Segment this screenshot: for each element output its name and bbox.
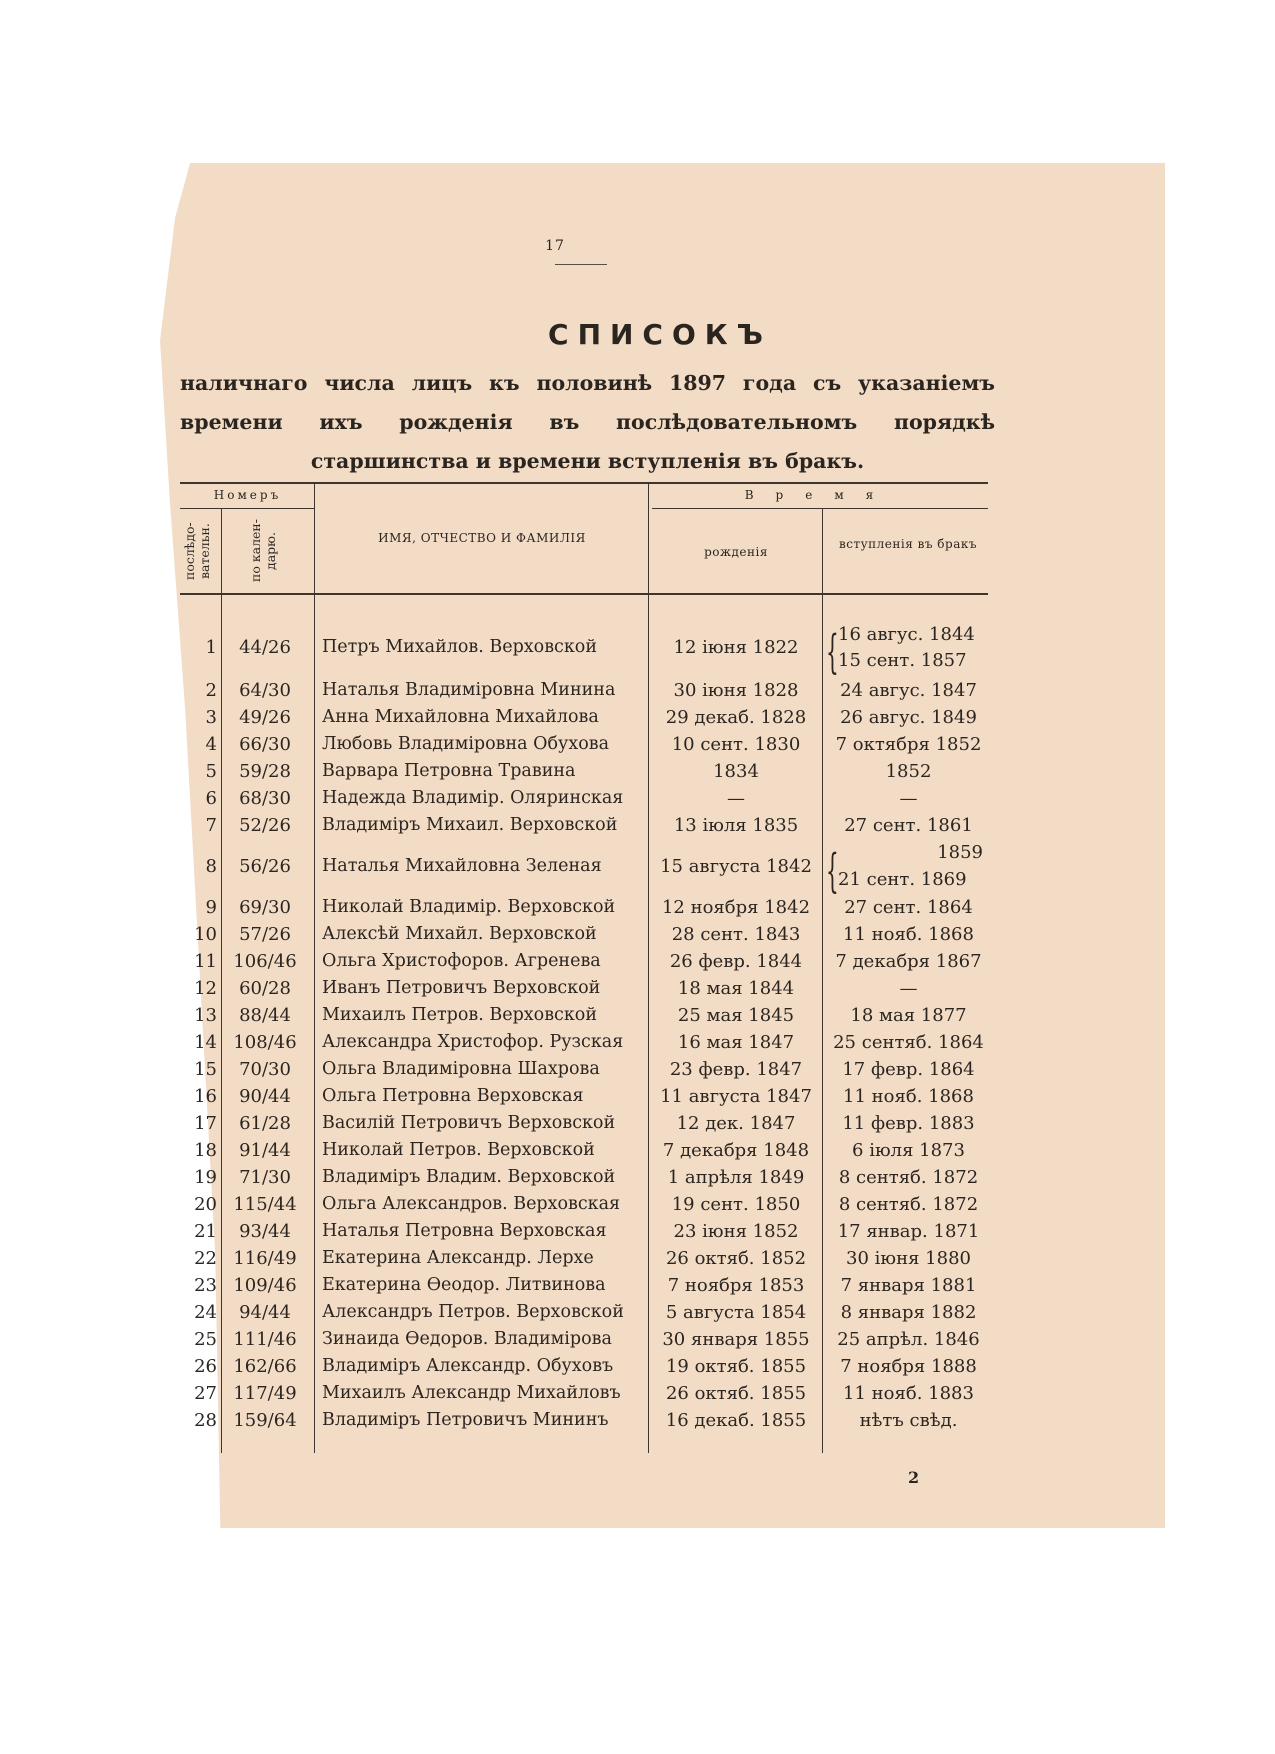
birth-date: 23 февр. 1847 (669, 1059, 803, 1080)
birth-date: 16 декаб. 1855 (665, 1410, 807, 1431)
marriage-date: 11 нояб. 1883 (843, 1383, 974, 1404)
seq-number: 9 (205, 897, 217, 918)
calendar-number: 49/26 (239, 707, 291, 728)
birth-date: 26 октяб. 1852 (665, 1248, 807, 1269)
header-number-group: Номеръ (213, 488, 282, 502)
marriage-date: 27 сент. 1864 (844, 897, 973, 918)
birth-date: 25 мая 1845 (677, 1005, 795, 1026)
birth-date: 11 августа 1847 (660, 1086, 812, 1107)
marriage-date: 1859 (937, 842, 983, 863)
calendar-number: 93/44 (239, 1221, 291, 1242)
person-name: Владиміръ Михаил. Верховской (322, 815, 618, 835)
birth-date: 7 декабря 1848 (662, 1140, 810, 1161)
person-name: Николай Петров. Верховской (322, 1140, 595, 1160)
birth-col-rule (822, 508, 823, 1453)
number-group-rule (180, 508, 315, 509)
marriage-date: 8 сентяб. 1872 (838, 1167, 979, 1188)
person-name: Ольга Александров. Верховская (322, 1194, 621, 1214)
sheet-number: 2 (908, 1468, 920, 1487)
seq-number: 3 (205, 707, 217, 728)
person-name: Алексѣй Михайл. Верховской (322, 924, 597, 944)
marriage-date: 27 сент. 1861 (844, 815, 973, 836)
cal-col-rule (314, 482, 315, 1453)
birth-date: 1834 (713, 761, 759, 782)
calendar-number: 59/28 (239, 761, 291, 782)
calendar-number: 56/26 (239, 856, 291, 877)
person-name: Ольга Петровна Верховская (322, 1086, 584, 1106)
birth-date: 15 августа 1842 (660, 856, 812, 877)
calendar-number: 44/26 (239, 637, 291, 658)
marriage-date: 24 авгус. 1847 (840, 680, 977, 701)
person-name: Ольга Христофоров. Агренева (322, 951, 601, 971)
header-name: ИМЯ, ОТЧЕСТВО И ФАМИЛІЯ (378, 531, 586, 545)
seq-number: 25 (194, 1329, 217, 1350)
calendar-number: 88/44 (239, 1005, 291, 1026)
calendar-number: 60/28 (239, 978, 291, 999)
header-time-group: Время (744, 488, 896, 502)
calendar-number: 111/46 (233, 1329, 297, 1350)
page-title: СПИСОКЪ (548, 318, 772, 351)
person-name: Анна Михайловна Михайлова (322, 707, 599, 727)
marriage-date: 7 января 1881 (840, 1275, 977, 1296)
birth-date: 19 октяб. 1855 (665, 1356, 807, 1377)
person-name: Надежда Владимір. Оляринская (322, 788, 624, 808)
marriage-date-second: 15 сент. 1857 (838, 650, 967, 671)
header-birth: рожденія (704, 545, 768, 559)
name-col-rule (648, 482, 649, 1453)
person-name: Наталья Петровна Верховская (322, 1221, 607, 1241)
birth-date: 23 іюня 1852 (673, 1221, 799, 1242)
header-seq: послѣдо-вательн. (182, 522, 212, 580)
person-name: Наталья Владиміровна Минина (322, 680, 616, 700)
seq-number: 10 (194, 924, 217, 945)
person-name: Александра Христофор. Рузская (322, 1032, 624, 1052)
header-marriage: вступленія въ бракъ (838, 537, 978, 551)
calendar-number: 94/44 (239, 1302, 291, 1323)
marriage-date: 25 апрѣл. 1846 (837, 1329, 980, 1350)
calendar-number: 162/66 (233, 1356, 297, 1377)
seq-number: 4 (205, 734, 217, 755)
seq-number: 8 (205, 856, 217, 877)
calendar-number: 116/49 (233, 1248, 297, 1269)
calendar-number: 57/26 (239, 924, 291, 945)
brace-glyph: { (826, 624, 839, 680)
birth-date: 26 февр. 1844 (669, 951, 803, 972)
header-calendar: по кален-дарю. (248, 519, 278, 583)
seq-number: 17 (194, 1113, 217, 1134)
calendar-number: 109/46 (233, 1275, 297, 1296)
calendar-number: 91/44 (239, 1140, 291, 1161)
seq-number: 28 (194, 1410, 217, 1431)
calendar-number: 115/44 (233, 1194, 297, 1215)
person-name: Василій Петровичъ Верховской (322, 1113, 616, 1133)
calendar-number: 90/44 (239, 1086, 291, 1107)
calendar-number: 159/64 (233, 1410, 297, 1431)
marriage-date: 1852 (885, 761, 932, 782)
birth-date: 30 января 1855 (662, 1329, 810, 1350)
marriage-date: 7 ноября 1888 (840, 1356, 977, 1377)
person-name: Александръ Петров. Верховской (322, 1302, 624, 1322)
seq-number: 15 (194, 1059, 217, 1080)
birth-date: 7 ноября 1853 (667, 1275, 805, 1296)
marriage-date: 6 іюля 1873 (852, 1140, 965, 1161)
seq-number: 26 (194, 1356, 217, 1377)
marriage-date: — (899, 978, 918, 999)
seq-number: 11 (194, 951, 217, 972)
calendar-number: 69/30 (239, 897, 291, 918)
calendar-number: 68/30 (239, 788, 291, 809)
marriage-date: 7 октября 1852 (835, 734, 982, 755)
seq-number: 23 (194, 1275, 217, 1296)
person-name: Владиміръ Александр. Обуховъ (322, 1356, 614, 1376)
person-name: Наталья Михайловна Зеленая (322, 856, 602, 876)
birth-date: 13 іюля 1835 (673, 815, 799, 836)
person-name: Любовь Владиміровна Обухова (322, 734, 610, 754)
calendar-number: 106/46 (233, 951, 297, 972)
seq-number: 5 (205, 761, 217, 782)
marriage-date: 8 сентяб. 1872 (838, 1194, 979, 1215)
marriage-date: 18 мая 1877 (850, 1005, 967, 1026)
person-name: Петръ Михайлов. Верховской (322, 637, 597, 657)
calendar-number: 64/30 (239, 680, 291, 701)
seq-number: 27 (194, 1383, 217, 1404)
seq-number: 7 (205, 815, 217, 836)
seq-number: 12 (194, 978, 217, 999)
birth-date: 18 мая 1844 (677, 978, 795, 999)
birth-date: 28 сент. 1843 (671, 924, 801, 945)
marriage-date: 30 іюня 1880 (846, 1248, 971, 1269)
birth-date: 19 сент. 1850 (671, 1194, 801, 1215)
time-group-rule (652, 508, 988, 509)
marriage-date: 25 сентяб. 1864 (833, 1032, 984, 1053)
calendar-number: 52/26 (239, 815, 291, 836)
birth-date: 12 іюня 1822 (673, 637, 799, 658)
birth-date: — (727, 788, 745, 809)
header-bottom-rule (180, 593, 988, 595)
brace-glyph: { (826, 843, 839, 899)
person-name: Николай Владимір. Верховской (322, 897, 616, 917)
marriage-date: 11 нояб. 1868 (843, 1086, 974, 1107)
seq-number: 24 (194, 1302, 217, 1323)
seq-number: 13 (194, 1005, 217, 1026)
marriage-date: нѣтъ свѣд. (859, 1410, 958, 1431)
table-top-rule (180, 482, 988, 484)
birth-date: 10 сент. 1830 (671, 734, 801, 755)
calendar-number: 108/46 (233, 1032, 297, 1053)
birth-date: 29 декаб. 1828 (665, 707, 807, 728)
birth-date: 12 дек. 1847 (676, 1113, 796, 1134)
marriage-date: 8 января 1882 (840, 1302, 977, 1323)
marriage-date: 26 авгус. 1849 (840, 707, 977, 728)
marriage-date: 16 авгус. 1844 (838, 624, 975, 645)
person-name: Михаилъ Александр Михайловъ (322, 1383, 621, 1403)
person-name: Иванъ Петровичъ Верховской (322, 978, 601, 998)
birth-date: 12 ноября 1842 (661, 897, 811, 918)
birth-date: 30 іюня 1828 (673, 680, 799, 701)
seq-number: 22 (194, 1248, 217, 1269)
seq-number: 2 (205, 680, 217, 701)
birth-date: 16 мая 1847 (677, 1032, 795, 1053)
marriage-date-second: 21 сент. 1869 (838, 869, 967, 890)
marriage-date: 17 февр. 1864 (842, 1059, 975, 1080)
seq-number: 16 (194, 1086, 217, 1107)
calendar-number: 117/49 (233, 1383, 297, 1404)
calendar-number: 71/30 (239, 1167, 291, 1188)
calendar-number: 66/30 (239, 734, 291, 755)
marriage-date: 11 февр. 1883 (842, 1113, 975, 1134)
birth-date: 26 октяб. 1855 (665, 1383, 807, 1404)
person-name: Варвара Петровна Травина (322, 761, 576, 781)
marriage-date: — (899, 788, 918, 809)
seq-number: 20 (194, 1194, 217, 1215)
birth-date: 1 апрѣля 1849 (667, 1167, 805, 1188)
seq-number: 14 (194, 1032, 217, 1053)
seq-number: 6 (205, 788, 217, 809)
person-name: Владиміръ Владим. Верховской (322, 1167, 616, 1187)
person-name: Екатерина Ѳеодор. Литвинова (322, 1275, 606, 1295)
page-number: 17 (545, 238, 565, 254)
birth-date: 5 августа 1854 (665, 1302, 807, 1323)
marriage-date: 17 январ. 1871 (837, 1221, 980, 1242)
page-subtitle: наличнаго числа лицъ къ половинѣ 1897 года съ указаніемъ времени ихъ рожденія въ послѣдовательномъ порядкѣ старшинства и времени вступленія въ бракъ. (180, 371, 995, 473)
person-name: Екатерина Александр. Лерхе (322, 1248, 594, 1268)
person-name: Зинаида Ѳедоров. Владимірова (322, 1329, 612, 1349)
calendar-number: 61/28 (239, 1113, 291, 1134)
person-name: Владиміръ Петровичъ Мининъ (322, 1410, 609, 1430)
seq-number: 1 (205, 637, 217, 658)
marriage-date: 7 декабря 1867 (835, 951, 982, 972)
calendar-number: 70/30 (239, 1059, 291, 1080)
seq-number: 21 (194, 1221, 217, 1242)
person-name: Ольга Владиміровна Шахрова (322, 1059, 600, 1079)
seq-number: 18 (194, 1140, 217, 1161)
person-name: Михаилъ Петров. Верховской (322, 1005, 597, 1025)
seq-number: 19 (194, 1167, 217, 1188)
marriage-date: 11 нояб. 1868 (843, 924, 974, 945)
